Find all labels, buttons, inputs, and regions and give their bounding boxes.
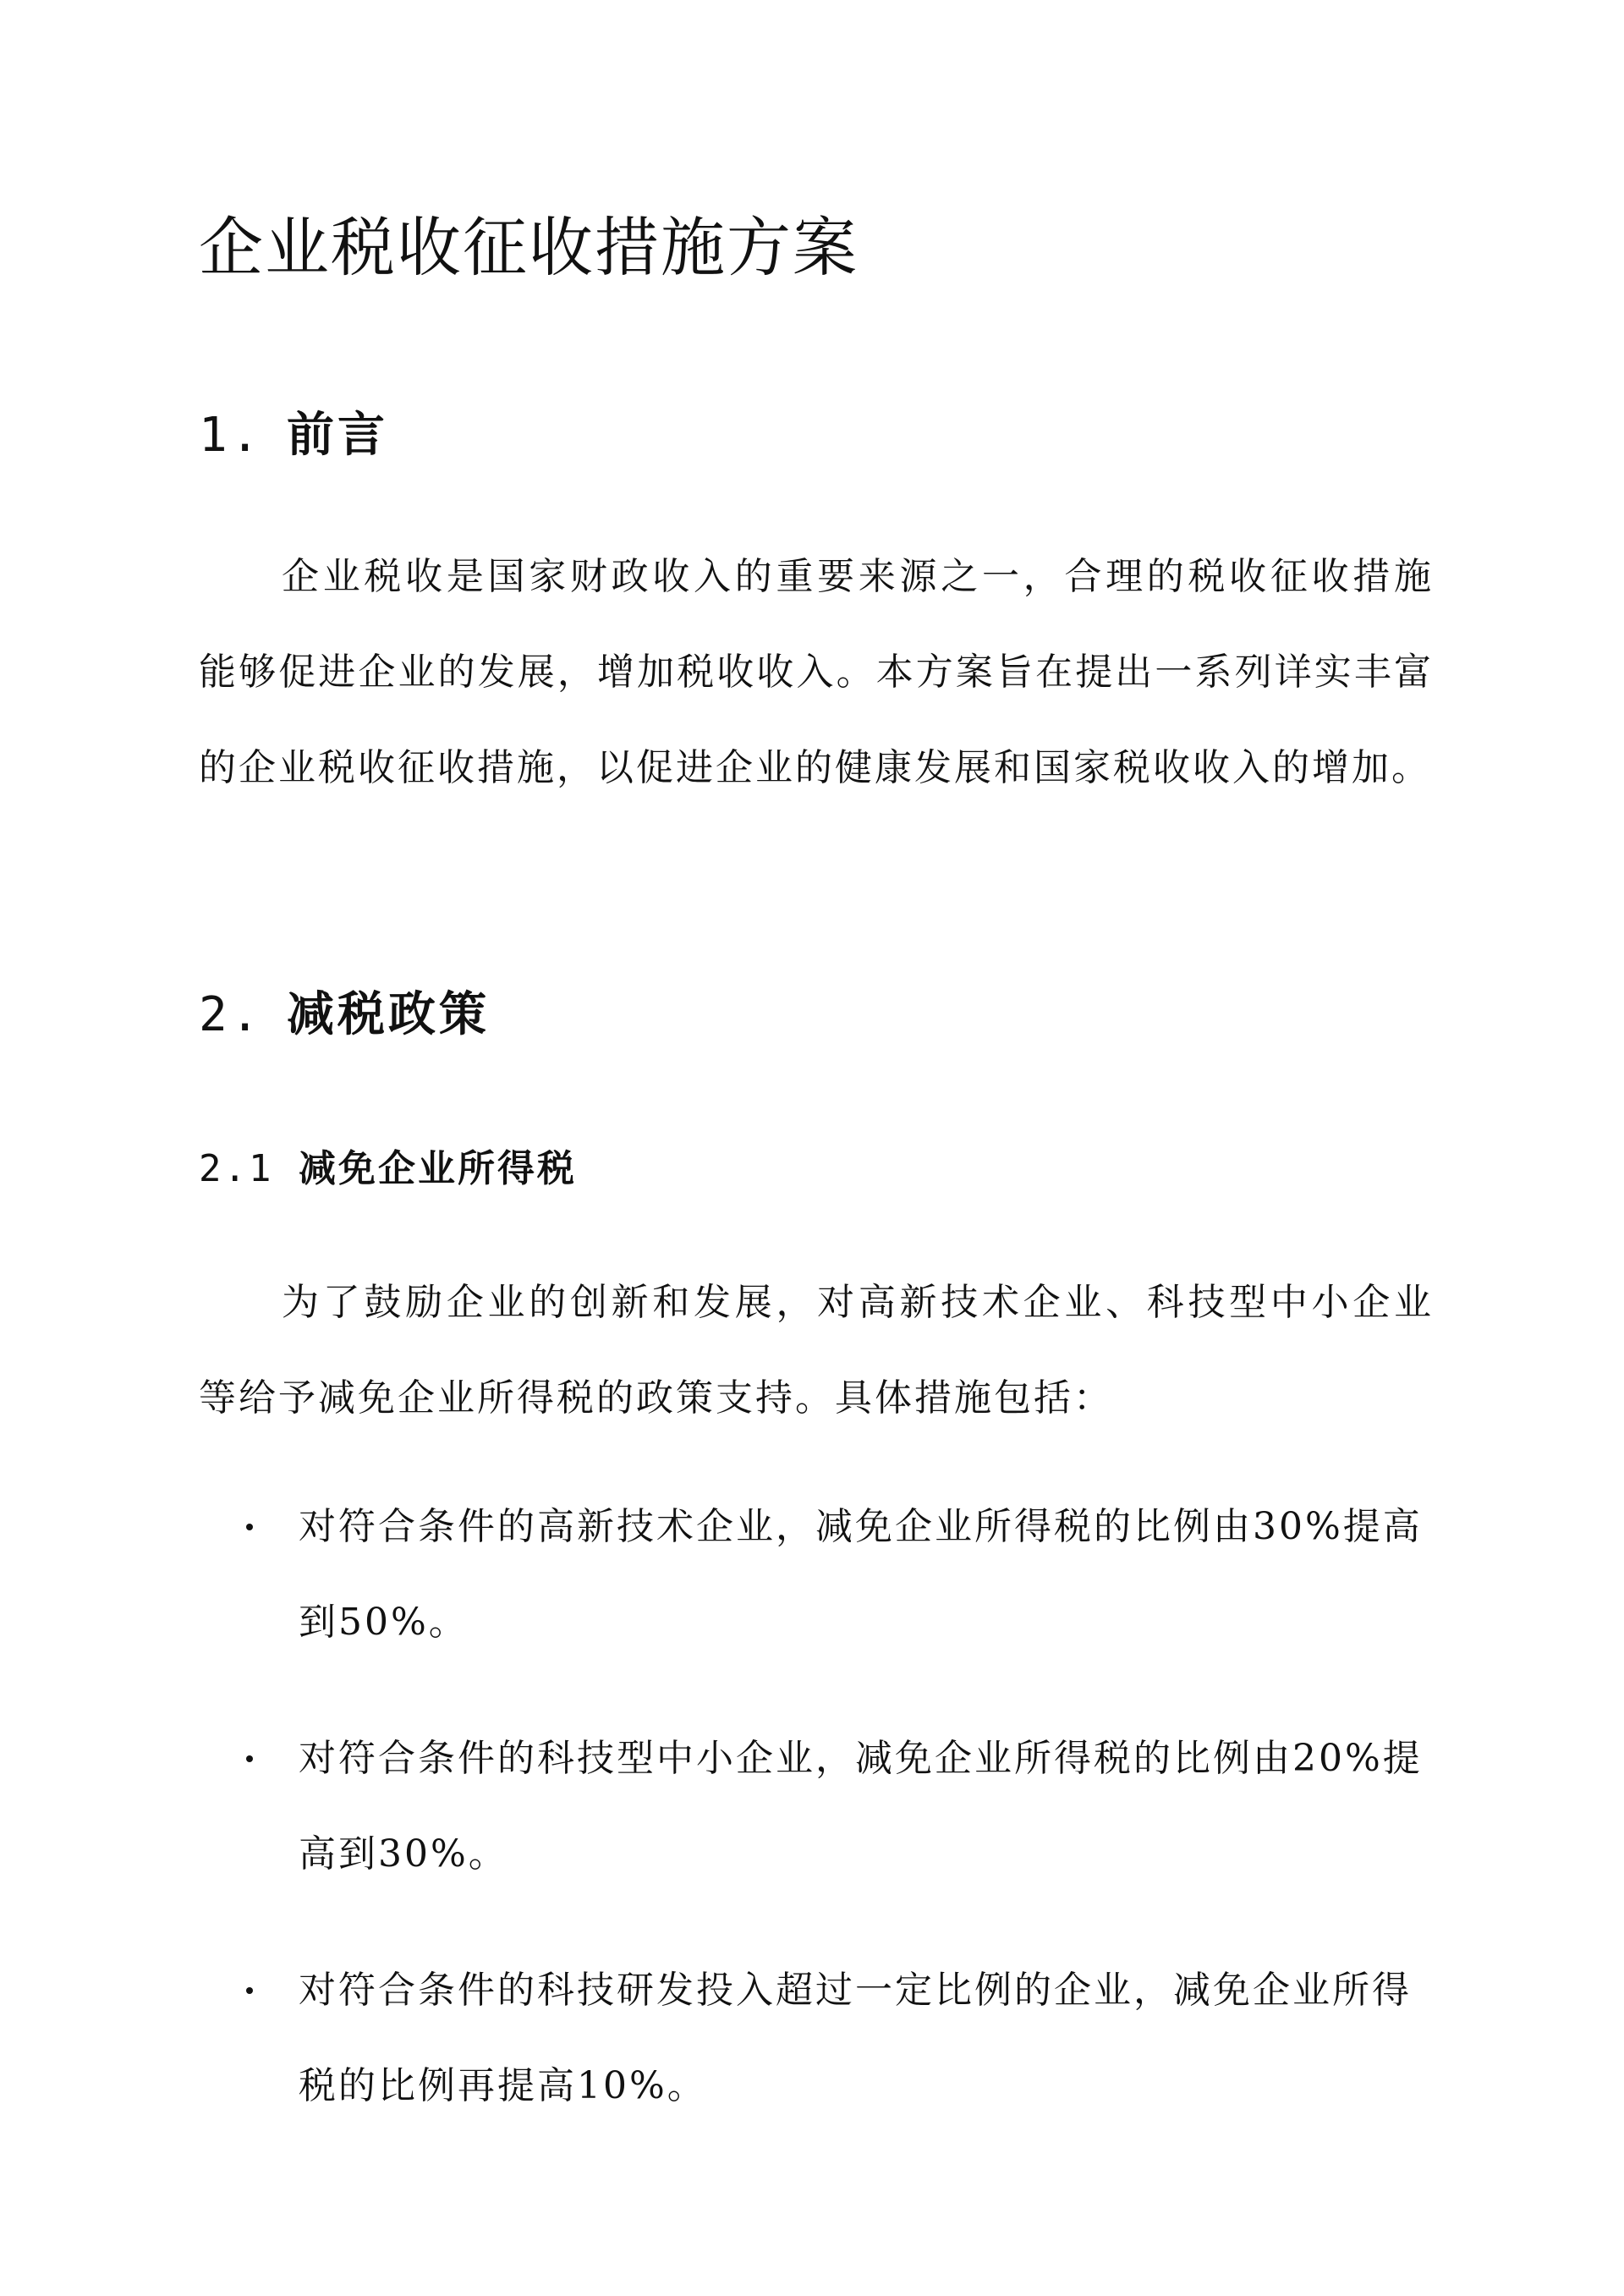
subsection-heading-income-tax	[199, 1138, 577, 1192]
subsection-title: 减免企业所得税	[299, 1147, 577, 1190]
list-item	[199, 1942, 1434, 2134]
section-heading-preface	[199, 398, 388, 465]
preface-paragraph: 企业税收是国家财政收入的重要来源之一，合理的税收征收措施能够促进企业的发展，增加税收收入。本方案旨在提出一系列详实丰富的企业税收征收措施，以促进企业的健康发展和国家税收收入的增加。	[199, 555, 1434, 789]
list-item	[199, 1711, 1434, 1902]
income-tax-paragraph: 为了鼓励企业的创新和发展，对高新技术企业、科技型中小企业等给予减免企业所得税的政策支持。具体措施包括：	[199, 1281, 1434, 1420]
list-item-text: 对符合条件的高新技术企业，减免企业所得税的比例由30%提高到50%。	[299, 1505, 1423, 1644]
section-title: 减税政策	[287, 986, 490, 1042]
section-number: 1.	[199, 408, 263, 463]
measures-list	[199, 1479, 1434, 2174]
bullet-icon	[246, 1524, 253, 1530]
list-item	[199, 1479, 1434, 1670]
section-number: 2.	[199, 987, 263, 1042]
list-item-text: 对符合条件的科技研发投入超过一定比例的企业，减免企业所得税的比例再提高10%。	[299, 1969, 1412, 2107]
document-title: 企业税收征收措施方案	[199, 210, 859, 285]
list-item-text: 对符合条件的科技型中小企业，减免企业所得税的比例由20%提高到30%。	[299, 1737, 1423, 1876]
subsection-number: 2.1	[199, 1147, 274, 1190]
section-title: 前言	[287, 407, 388, 463]
bullet-icon	[246, 1755, 253, 1762]
section-heading-tax-reduction	[199, 977, 490, 1045]
bullet-icon	[246, 1987, 253, 1994]
